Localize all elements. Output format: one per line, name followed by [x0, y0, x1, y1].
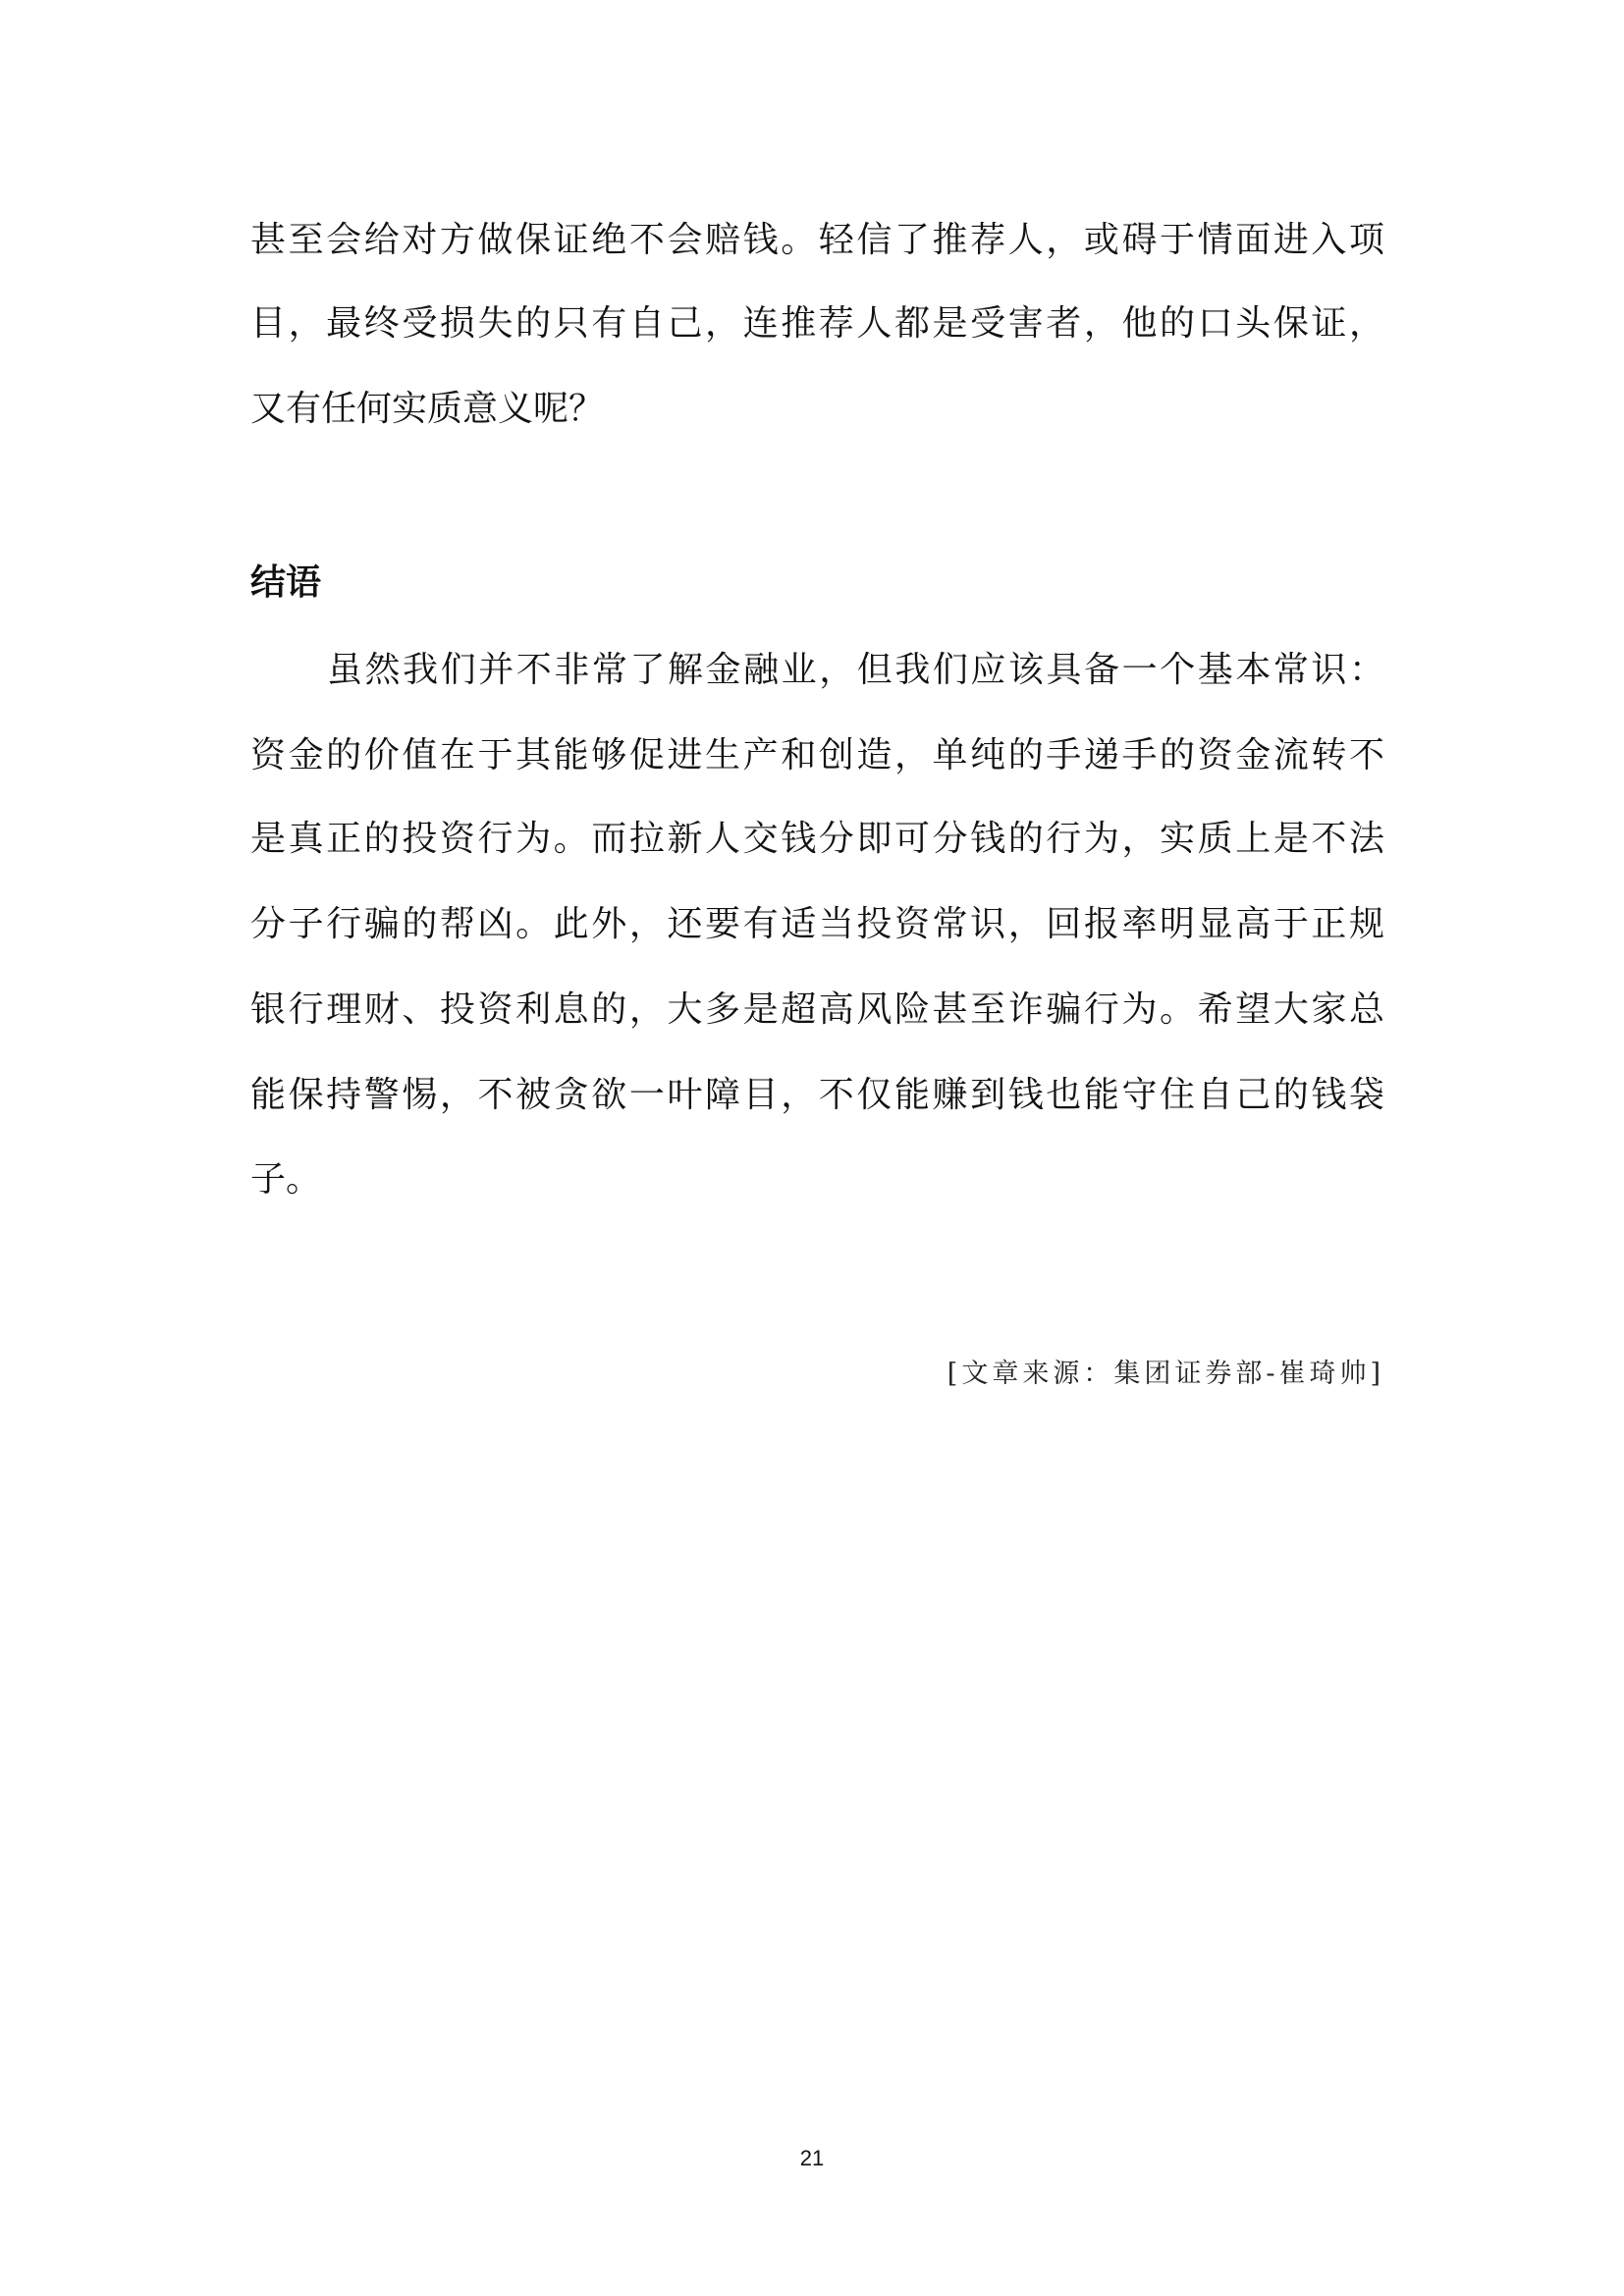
text-line: 子。 [250, 1159, 322, 1200]
text-line: 银行理财、投资利息的，大多是超高风险甚至诈骗行为。希望大家总 [250, 989, 1384, 1030]
text-line: 虽然我们并不非常了解金融业，但我们应该具备一个基本常识： [327, 650, 1384, 690]
text-line: 资金的价值在于其能够促进生产和创造，单纯的手递手的资金流转不 [250, 735, 1384, 775]
text-line: 目，最终受损失的只有自己，连推荐人都是受害者，他的口头保证， [250, 303, 1384, 344]
text-line: 能保持警惕，不被贪欲一叶障目，不仅能赚到钱也能守住自己的钱袋 [250, 1075, 1384, 1115]
page-number: 21 [799, 2146, 825, 2170]
text-line: 又有任何实质意义呢？ [250, 389, 605, 429]
text-line: 分子行骗的帮凶。此外，还要有适当投资常识，回报率明显高于正规 [250, 904, 1384, 944]
text-line: 甚至会给对方做保证绝不会赔钱。轻信了推荐人，或碍于情面进入项 [250, 220, 1384, 260]
article-source: [文章来源：集团证券部-崔琦帅] [947, 1359, 1384, 1389]
section-heading: 结语 [250, 562, 322, 603]
text-line: 是真正的投资行为。而拉新人交钱分即可分钱的行为，实质上是不法 [250, 819, 1384, 859]
